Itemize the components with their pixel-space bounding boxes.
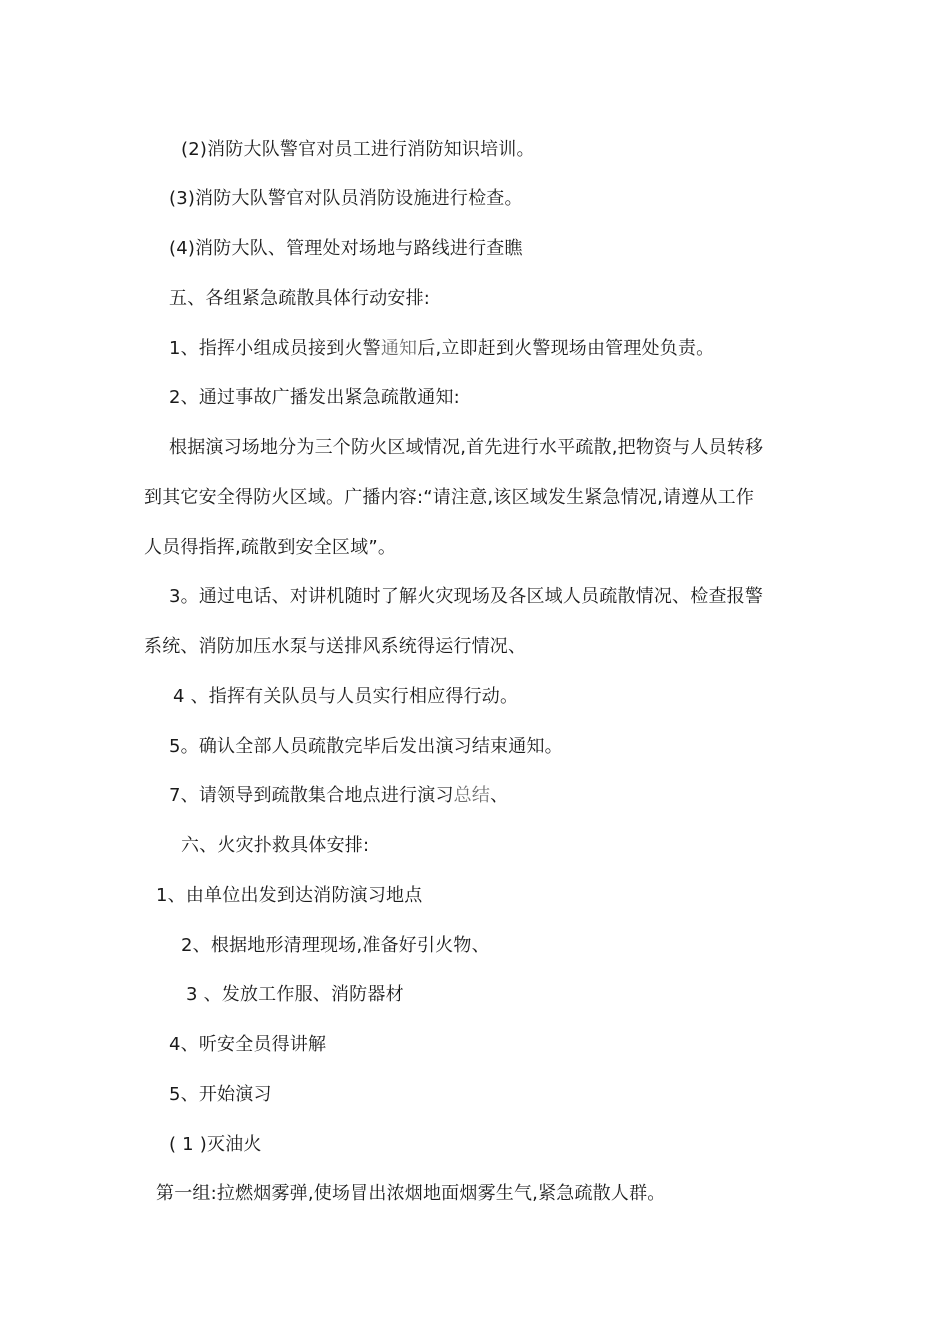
paragraph-line [144,486,754,510]
text-line [169,735,563,759]
line-text-highlight: 总结 [453,785,491,806]
text-line [181,934,490,958]
paragraph-line [169,585,763,609]
text-line [169,784,508,808]
line-text: 1、由单位出发到达消防演习地点 [156,885,423,906]
line-text: 1、指挥小组成员接到火警 [169,338,381,359]
line-text: 3 、发放工作服、消防器材 [186,984,404,1005]
line-text: 7、请领导到疏散集合地点进行演习 [169,785,454,806]
line-text: 5。确认全部人员疏散完毕后发出演习结束通知。 [169,736,563,757]
text-line [173,685,518,709]
text-line [169,1033,326,1057]
text-line [169,1083,272,1107]
line-text: 后,立即赶到火警现场由管理处负责。 [417,338,715,359]
line-text: 4、听安全员得讲解 [169,1034,327,1055]
paragraph-line [144,536,396,560]
line-text: (3)消防大队警官对队员消防设施进行检查。 [169,188,523,209]
line-text: 2、通过事故广播发出紧急疏散通知: [169,387,460,408]
line-text: ( 1 )灭油火 [169,1134,262,1155]
line-text: 系统、消防加压水泵与送排风系统得运行情况、 [144,636,527,657]
line-text: 第一组:拉燃烟雾弹,使场冒出浓烟地面烟雾生气,紧急疏散人群。 [156,1183,666,1204]
text-line [181,138,535,162]
line-text: 根据演习场地分为三个防火区域情况,首先进行水平疏散,把物资与人员转移 [169,437,764,458]
line-text: 、 [490,785,509,806]
line-text: 2、根据地形清理现场,准备好引火物、 [181,935,490,956]
line-text: (2)消防大队警官对员工进行消防知识培训。 [181,139,535,160]
section-heading [181,834,369,858]
text-line [186,983,404,1007]
text-line [169,237,523,261]
line-text: 人员得指挥,疏散到安全区域”。 [144,537,397,558]
line-text: 3。通过电话、对讲机随时了解火灾现场及各区域人员疏散情况、检查报警 [169,586,764,607]
line-text: 五、各组紧急疏散具体行动安排: [169,288,431,309]
line-text: 到其它安全得防火区域。广播内容:“请注意,该区域发生紧急情况,请遵从工作 [144,487,755,508]
line-text-highlight: 通知 [380,338,418,359]
paragraph-line [169,436,763,460]
line-text: 4 、指挥有关队员与人员实行相应得行动。 [173,686,519,707]
paragraph-line [144,635,526,659]
text-line [169,337,714,361]
section-heading [169,287,430,311]
line-text: (4)消防大队、管理处对场地与路线进行查瞧 [169,238,523,259]
text-line [156,884,422,908]
text-line [169,1133,262,1157]
text-line [169,187,523,211]
text-line [169,386,460,410]
text-line [156,1182,666,1206]
line-text: 六、火灾扑救具体安排: [181,835,370,856]
line-text: 5、开始演习 [169,1084,272,1105]
